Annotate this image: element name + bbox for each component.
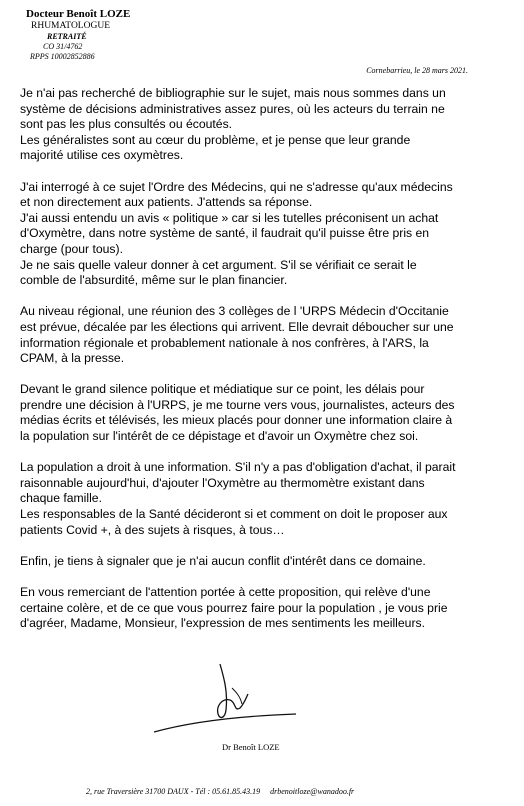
- text-line: système de décisions administratives assez pures, où les acteurs du terrain ne: [20, 101, 445, 116]
- paragraph: [20, 585, 512, 632]
- text-line: majorité utilise ces oxymètres.: [20, 148, 184, 163]
- text-line: La population a droit à une information. S'il n'y a pas d'obligation d'achat, il parait: [20, 460, 456, 475]
- doctor-co-number: CO 31/4762: [43, 42, 83, 51]
- text-line: la population sur l'intérêt de ce dépistage et d'avoir un Oxymètre chez soi.: [20, 429, 419, 444]
- paragraph: [20, 554, 512, 570]
- text-line: et non directement aux patients. J'attends sa réponse.: [20, 195, 313, 210]
- text-line: charge (pour tous).: [20, 241, 123, 256]
- paragraph: [20, 460, 512, 538]
- text-line: sont pas les plus consultés ou écoutés.: [20, 117, 233, 132]
- text-line: J'ai aussi entendu un avis « politique » car si les tutelles préconisent un achat: [20, 210, 439, 225]
- text-line: d'Oxymètre, dans notre système de santé, il faudrait qu'il puisse être pris en: [20, 226, 430, 241]
- doctor-rpps-number: RPPS 10002852886: [30, 52, 95, 61]
- text-line: Devant le grand silence politique et médiatique sur ce point, les délais pour: [20, 382, 425, 397]
- text-line: raisonnable aujourd'hui, d'ajouter l'Oxymètre au thermomètre existant dans: [20, 475, 425, 490]
- text-line: patients Covid +, à des sujets à risques, à tous…: [20, 522, 285, 537]
- text-line: est prévue, décalée par les élections qui arrivent. Elle devrait déboucher sur une: [20, 319, 454, 334]
- text-line: Les responsables de la Santé décideront si et comment on doit le proposer aux: [20, 507, 448, 522]
- text-line: CPAM, à la presse.: [20, 351, 125, 366]
- text-line: Je n'ai pas recherché de bibliographie sur le sujet, mais nous sommes dans un: [20, 86, 446, 100]
- letterhead: [26, 8, 130, 62]
- doctor-name: Docteur Benoît LOZE: [26, 8, 131, 20]
- text-line: comble de l'absurdité, même sur le plan financier.: [20, 273, 288, 288]
- paragraph: [20, 180, 512, 289]
- text-line: Les généralistes sont au cœur du problème, et je pense que leur grande: [20, 132, 411, 147]
- text-line: J'ai interrogé à ce sujet l'Ordre des Médecins, qui ne s'adresse qu'aux médecins: [20, 179, 453, 194]
- handwritten-signature: [150, 658, 300, 738]
- footer-email: drbenoitloze@wanadoo.fr: [270, 787, 355, 796]
- text-line: Je ne sais quelle valeur donner à cet argument. S'il se vérifiait ce serait le: [20, 257, 417, 272]
- text-line: médias écrits et télévisés, les mieux placés pour donner une information claire à: [20, 413, 453, 428]
- text-line: En vous remerciant de l'attention portée à cette proposition, qui relève d'une: [20, 585, 431, 599]
- text-line: prendre une décision à l'URPS, je me tourne vers vous, journalistes, acteurs des: [20, 397, 455, 412]
- paragraph: [20, 304, 512, 366]
- footer-contact: [86, 787, 354, 796]
- text-line: chaque famille.: [20, 491, 102, 506]
- footer-address: 2, rue Traversière 31700 DAUX - Tél : 05.61.85.43.19: [86, 787, 261, 796]
- text-line: d'agréer, Madame, Monsieur, l'expression de mes sentiments les meilleurs.: [20, 616, 425, 631]
- text-line: Enfin, je tiens à signaler que je n'ai aucun conflit d'intérêt dans ce domaine.: [20, 553, 426, 568]
- text-line: information régionale et probablement nationale à nos confrères, à l'ARS, la: [20, 335, 429, 350]
- text-line: certaine colère, et de ce que vous pourrez faire pour la population , je vous prie: [20, 600, 448, 615]
- signer-name: Dr Benoît LOZE: [222, 742, 280, 752]
- paragraph: [20, 86, 512, 164]
- doctor-status: RETRAITÉ: [47, 32, 87, 41]
- letter-body: [20, 86, 512, 647]
- text-line: Au niveau régional, une réunion des 3 collèges de l 'URPS Médecin d'Occitanie: [20, 304, 449, 319]
- paragraph: [20, 382, 512, 444]
- doctor-specialty: RHUMATOLOGUE: [31, 21, 110, 31]
- place-date: Cornebarrieu, le 28 mars 2021.: [366, 66, 468, 75]
